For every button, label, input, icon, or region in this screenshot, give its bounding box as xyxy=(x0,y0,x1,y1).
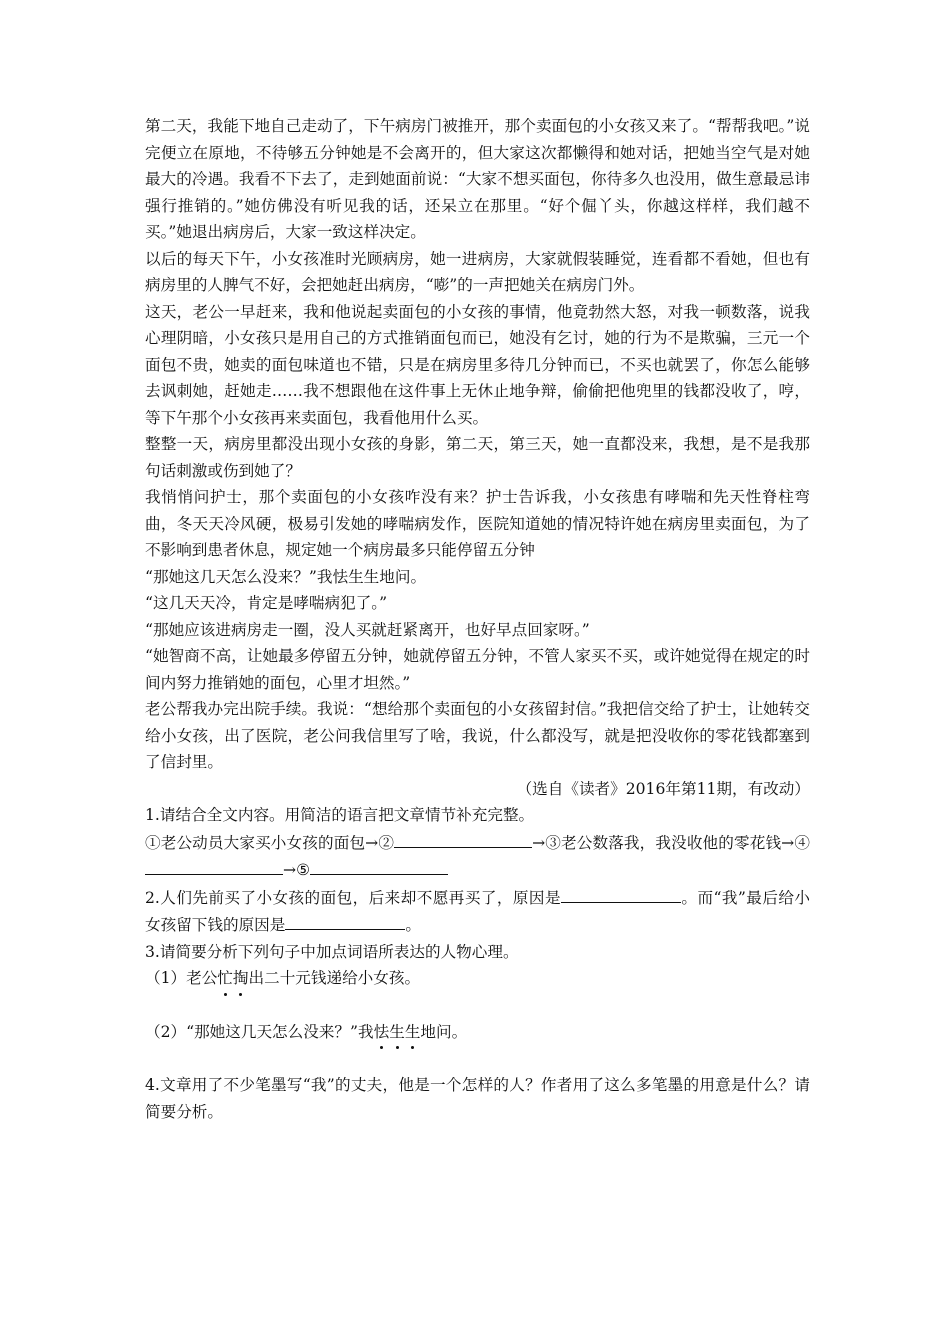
question-1-title: 1.请结合全文内容。用简洁的语言把文章情节补充完整。 xyxy=(145,806,535,824)
paragraph-5: 我悄悄问护士，那个卖面包的小女孩咋没有来？护士告诉我，小女孩患有哮喘和先天性脊柱弯曲，冬天天冷风硬，极易引发她的哮喘病发作，医院知道她的情况特许她在病房里卖面包，为了不影响到患者休息，规定她一个病房最多只能停留五分钟 xyxy=(145,488,810,559)
paragraph-10: 老公帮我办完出院手续。我说：“想给那个卖面包的小女孩留封信。”我把信交给了护士，让她转交给小女孩，出了医院，老公问我信里写了啥，我说，什么都没写，就是把没收你的零花钱都塞到了信封里。 xyxy=(145,700,810,771)
q2-text-1: 2.人们先前买了小女孩的面包，后来却不愿再买了，原因是 xyxy=(145,888,561,907)
q2-blank-1[interactable] xyxy=(561,884,681,903)
q1-blank-4[interactable] xyxy=(145,856,283,875)
question-3-sentence-2 xyxy=(145,1019,810,1046)
paragraph-9: “她智商不高，让她最多停留五分钟，她就停留五分钟，不管人家买不买，或许她觉得在规定的时间内努力推销她的面包，心里才坦然。” xyxy=(145,647,810,692)
emphasis-dot-word: 怯 xyxy=(374,1019,390,1046)
q2-blank-2[interactable] xyxy=(285,911,405,930)
question-3-title: 3.请简要分析下列句子中加点词语所表达的人物心理。 xyxy=(145,942,519,961)
q3-s2-prefix: （2）“那她这几天怎么没来？”我 xyxy=(145,1022,374,1041)
answer-space-2[interactable] xyxy=(145,1045,810,1072)
question-2 xyxy=(145,884,810,939)
paragraph-1: 第二天，我能下地自己走动了，下午病房门被推开，那个卖面包的小女孩又来了。“帮帮我吧。”说完便立在原地，不待够五分钟她是不会离开的，但大家这次都懒得和她对话，把她当空气是对她最大的冷遇。我看不下去了，走到她面前说：“大家不想买面包，你待多久也没用，做生意最忌讳强行推销的。”她仿佛没有听见我的话，还呆立在那里。“好个倔丫头，你越这样样，我们越不买。”她退出病房后，大家一致这样决定。 xyxy=(145,117,810,241)
question-3-sentence-1 xyxy=(145,965,810,992)
q2-text-2: 。而“我”最后给小女孩留下钱的原因是 xyxy=(145,888,810,934)
paragraph-2: 以后的每天下午，小女孩准时光顾病房，她一进病房，大家就假装睡觉，连看都不看她，但也有病房里的人脾气不好，会把她赶出病房，“嘭”的一声把她关在病房门外。 xyxy=(145,249,810,294)
q1-blank-2[interactable] xyxy=(394,829,532,848)
emphasis-dot-word: 忙 xyxy=(217,965,233,992)
q3-s1-suffix: 出二十元钱递给小女孩。 xyxy=(248,969,421,987)
q3-s1-prefix: （1）老公 xyxy=(145,969,218,987)
question-4: 4.文章用了不少笔墨写“我”的丈夫，他是一个怎样的人？作者用了这么多笔墨的用意是什么？请简要分析。 xyxy=(145,1076,810,1121)
q3-s2-suffix: 地问。 xyxy=(420,1022,468,1041)
question-1-body xyxy=(145,829,810,884)
paragraph-4: 整整一天，病房里都没出现小女孩的身影，第二天，第三天，她一直都没来，我想，是不是我那句话刺激或伤到她了？ xyxy=(145,435,810,480)
q2-text-3: 。 xyxy=(405,916,421,934)
q1-text-3: →⑤ xyxy=(283,861,311,879)
emphasis-dot-word: 掏 xyxy=(233,965,249,992)
paragraph-8: “那她应该进病房走一圈，没人买就赶紧离开，也好早点回家呀。” xyxy=(145,620,590,639)
answer-space-1[interactable] xyxy=(145,992,810,1019)
source-citation: （选自《读者》2016年第11期，有改动） xyxy=(516,779,810,798)
paragraph-3: 这天，老公一早赶来，我和他说起卖面包的小女孩的事情，他竟勃然大怒，对我一顿数落，说我心理阴暗，小女孩只是用自己的方式推销面包而已，她没有乞讨，她的行为不是欺骗，三元一个面包不贵，她卖的面包味道也不错，只是在病房里多待几分钟而已，不买也就罢了，你怎么能够去讽刺她，赶她走……我不想跟他在这件事上无休止地争辩，偷偷把他兜里的钱都没收了，哼，等下午那个小女孩再来卖面包，我看他用什么买。 xyxy=(145,302,810,427)
emphasis-dot-word: 生 xyxy=(389,1019,405,1046)
q1-text-1: ①老公动员大家买小女孩的面包→② xyxy=(145,833,395,852)
paragraph-7: “这几天天冷，肯定是哮喘病犯了。” xyxy=(145,594,388,612)
paragraph-6: “那她这几天怎么没来？”我怯生生地问。 xyxy=(145,567,427,586)
q1-blank-5[interactable] xyxy=(310,856,448,875)
emphasis-dot-word: 生 xyxy=(405,1019,421,1046)
q1-text-2: →③老公数落我，我没收他的零花钱→④ xyxy=(532,833,810,852)
document-body xyxy=(145,113,810,1125)
